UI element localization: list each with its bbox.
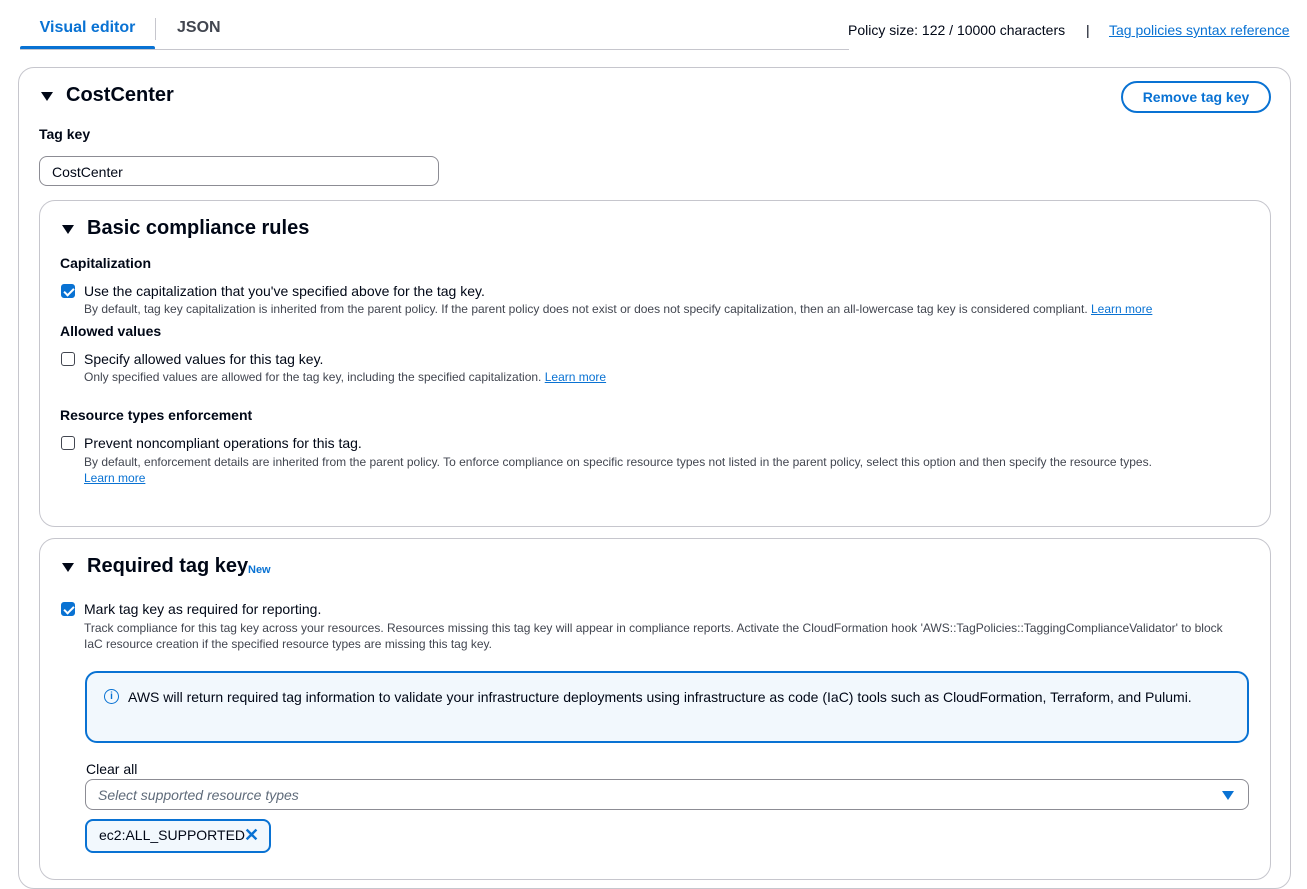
required-tag-caret-icon[interactable] [62, 563, 74, 572]
header-separator: | [1086, 22, 1090, 38]
required-tag-checkbox-label: Mark tag key as required for reporting. [84, 601, 322, 617]
tab-json[interactable]: JSON [177, 19, 221, 36]
enforcement-description [84, 454, 1234, 486]
enforcement-description-text: By default, enforcement details are inherited from the parent policy. To enforce compliance on specific resource types not listed in the parent policy, select this option and then specify the resource types. [84, 455, 1152, 469]
enforcement-checkbox-label: Prevent noncompliant operations for this tag. [84, 435, 362, 451]
enforcement-learn-more-link[interactable]: Learn more [84, 471, 146, 485]
info-alert [85, 671, 1249, 743]
syntax-reference-link[interactable]: Tag policies syntax reference [1109, 22, 1290, 38]
capitalization-checkbox[interactable] [61, 284, 75, 298]
capitalization-checkbox-label: Use the capitalization that you've specified above for the tag key. [84, 283, 485, 299]
allowed-values-checkbox-label: Specify allowed values for this tag key. [84, 351, 324, 367]
policy-size-text: Policy size: 122 / 10000 characters [848, 22, 1066, 38]
tabs-underline [20, 49, 849, 50]
remove-token-icon[interactable]: ✕ [244, 825, 260, 845]
tag-key-input[interactable]: CostCenter [39, 156, 439, 186]
info-alert-text: AWS will return required tag information to validate your infrastructure deployments using infrastructure as code (IaC) tools such as CloudFormation, Terraform, and Pulumi. [128, 689, 1192, 705]
resource-types-placeholder: Select supported resource types [98, 787, 299, 803]
allowed-values-learn-more-link[interactable]: Learn more [544, 370, 607, 384]
dropdown-caret-icon[interactable] [1222, 791, 1234, 800]
remove-tag-key-button[interactable]: Remove tag key [1121, 81, 1271, 113]
capitalization-heading: Capitalization [60, 255, 152, 271]
allowed-values-checkbox[interactable] [61, 352, 75, 366]
new-badge: New [248, 564, 271, 576]
allowed-values-description-text: Only specified values are allowed for the tag key, including the specified capitalization. [84, 370, 542, 384]
capitalization-description [84, 302, 1152, 316]
tag-key-label: Tag key [39, 126, 91, 142]
basic-rules-caret-icon[interactable] [62, 225, 74, 234]
tab-visual-editor[interactable]: Visual editor [39, 19, 136, 36]
required-tag-checkbox[interactable] [61, 602, 75, 616]
allowed-values-description [84, 370, 606, 384]
info-icon: i [104, 689, 119, 704]
required-tag-title: Required tag key [87, 555, 249, 577]
required-tag-description: Track compliance for this tag key across your resources. Resources missing this tag key will appear in compliance reports. Activate the CloudFormation hook 'AWS::TagPolicies::TaggingComplianceValidator' to block IaC resource creation if the specified resource types are missing this tag key. [84, 621, 1223, 651]
enforcement-checkbox[interactable] [61, 436, 75, 450]
tab-divider [155, 18, 156, 40]
collapse-caret-icon[interactable] [41, 92, 53, 101]
basic-rules-title: Basic compliance rules [87, 217, 310, 239]
enforcement-heading: Resource types enforcement [60, 407, 253, 423]
resource-type-token-label: ec2:ALL_SUPPORTED [99, 827, 246, 843]
tag-section-title: CostCenter [66, 84, 174, 106]
clear-all-link[interactable]: Clear all [86, 761, 138, 777]
allowed-values-heading: Allowed values [60, 323, 162, 339]
capitalization-description-text: By default, tag key capitalization is inherited from the parent policy. If the parent policy does not exist or does not specify capitalization, then an all-lowercase tag key is considered compliant. [84, 302, 1088, 316]
capitalization-learn-more-link[interactable]: Learn more [1091, 302, 1153, 316]
